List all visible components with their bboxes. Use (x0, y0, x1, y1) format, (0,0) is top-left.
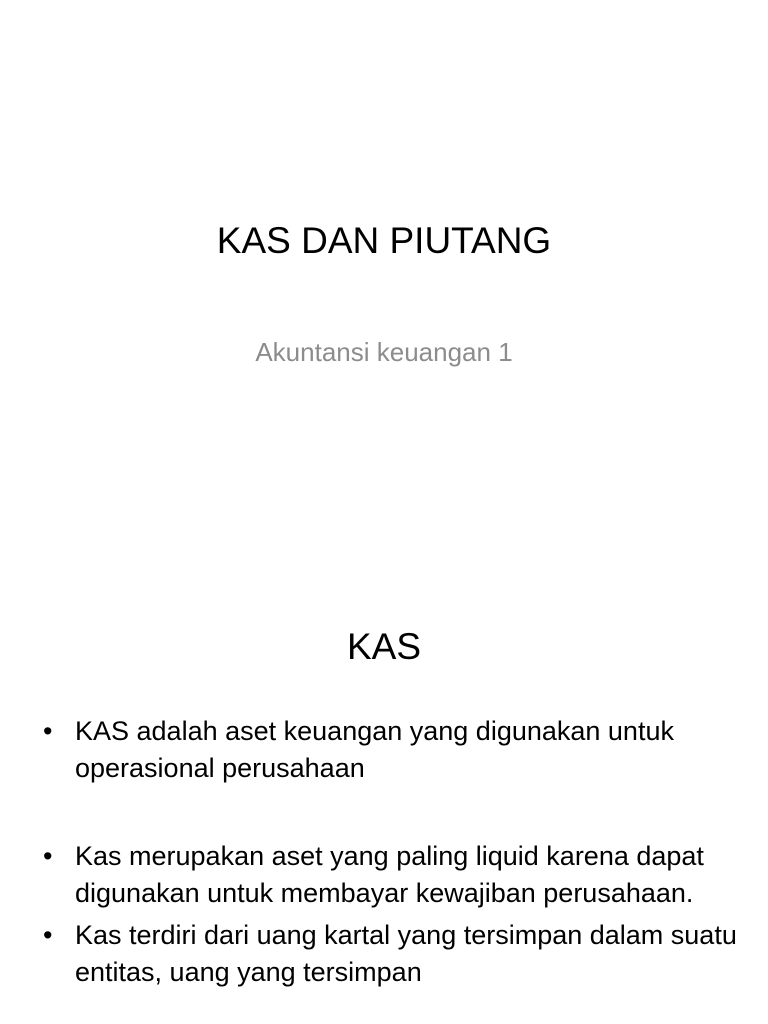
list-item (40, 917, 740, 991)
slide-subtitle: Akuntansi keuangan 1 (255, 337, 513, 367)
bullet-list (40, 713, 740, 991)
list-item (40, 838, 740, 912)
bullet-icon: • (43, 841, 53, 871)
bullet-text: Kas merupakan aset yang paling liquid karena dapat digunakan untuk membayar kewajiban perusahaan. (75, 841, 704, 908)
bullet-icon: • (43, 716, 53, 746)
slide-heading: KAS (346, 626, 422, 667)
slide-title: KAS DAN PIUTANG (216, 220, 552, 261)
content-slide (0, 576, 768, 1024)
bullet-text: KAS adalah aset keuangan yang digunakan untuk operasional perusahaan (75, 716, 674, 783)
list-item (40, 713, 740, 787)
bullet-icon: • (43, 920, 53, 950)
bullet-text: Kas terdiri dari uang kartal yang tersimpan dalam suatu entitas, uang yang tersimpan (75, 920, 737, 987)
